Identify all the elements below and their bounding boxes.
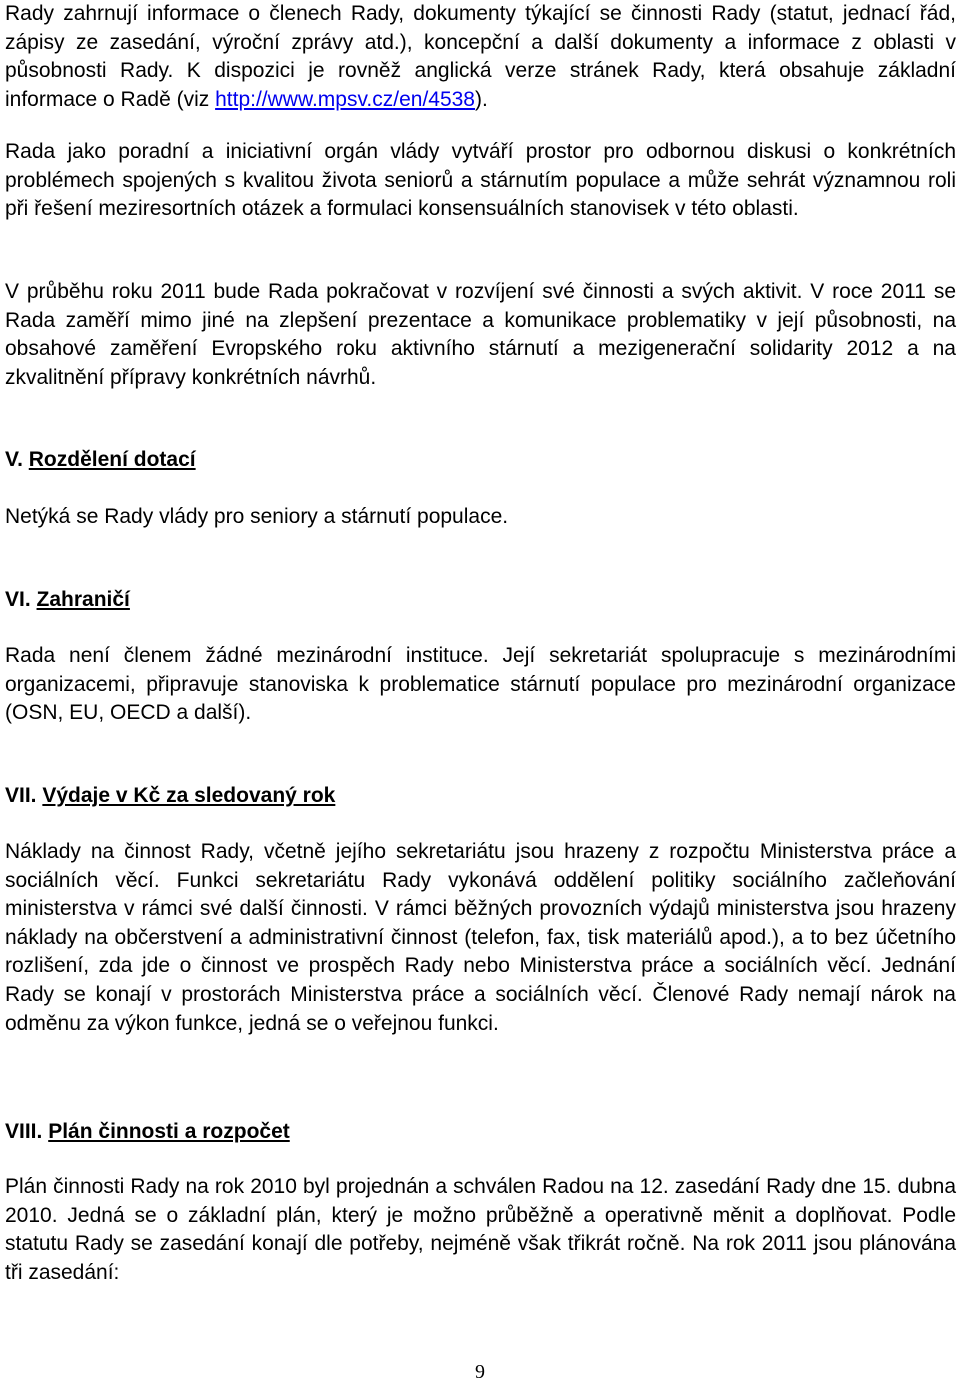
section-heading-v (5, 446, 196, 475)
paragraph-web-info (5, 0, 956, 114)
section-number-vi: VI. (5, 588, 31, 611)
paragraph-web-info-text: Rady zahrnují informace o členech Rady, dokumenty týkající se činnosti Rady (statut, jednací řád, zápisy ze zasedání, výroční zprávy atd.), koncepční a další dokumenty a informace z oblasti v působnosti Rady. K dispozici je rovněž anglická verze stránek Rady, která obsahuje základní informace o Radě (viz (5, 2, 956, 111)
section-number-vii: VII. (5, 784, 37, 807)
section-title-viii: Plán činnosti a rozpočet (48, 1120, 290, 1143)
section-heading-vi (5, 586, 130, 615)
mpsv-english-link[interactable]: http://www.mpsv.cz/en/4538 (215, 87, 475, 111)
section-body-vi: Rada není členem žádné mezinárodní instituce. Její sekretariát spolupracuje s mezinárodními organizacemi, připravuje stanoviska k problematice stárnutí populace pro mezinárodní organizace (OSN, EU, OECD a další). (5, 644, 956, 725)
page-number: 9 (475, 1361, 485, 1383)
section-title-v: Rozdělení dotací (28, 448, 196, 471)
paragraph-web-info-end: ). (475, 87, 488, 111)
paragraph-council-role: Rada jako poradní a iniciativní orgán vlády vytváří prostor pro odbornou diskusi o konkrétních problémech spojených s kvalitou života seniorů a stárnutím populace a může sehrát významnou roli při řešení meziresortních otázek a formulaci konsensuálních stanovisek v této oblasti. (5, 140, 956, 221)
section-heading-viii (5, 1118, 290, 1147)
section-body-v: Netýká se Rady vlády pro seniory a stárnutí populace. (5, 505, 509, 528)
paragraph-plans-2011: V průběhu roku 2011 bude Rada pokračovat v rozvíjení své činnosti a svých aktivit. V roce 2011 se Rada zaměří mimo jiné na zlepšení prezentace a komunikace problematiky v její působnosti, na obsahové zaměření Evropského roku aktivního stárnutí a mezigenerační solidarity 2012 a na zkvalitnění přípravy konkrétních návrhů. (5, 280, 956, 389)
section-body-vii: Náklady na činnost Rady, včetně jejího sekretariátu jsou hrazeny z rozpočtu Ministerstva práce a sociálních věcí. Funkci sekretariátu Rady vykonává oddělení politiky sociálního začleňování ministerstva v rámci své další činnosti. V rámci běžných provozních výdajů ministerstva jsou hrazeny náklady na občerstvení a administrativní činnost (telefon, fax, tisk materiálů apod.), a to bez účetního rozlišení, zda jde o činnost ve prospěch Rady nebo Ministerstva práce a sociálních věcí. Jednání Rady se konají v prostorách Ministerstva práce a sociálních věcí. Členové Rady nemají nárok na odměnu za výkon funkce, jedná se o veřejnou funkci. (5, 840, 956, 1035)
section-heading-vii (5, 782, 335, 811)
section-number-viii: VIII. (5, 1120, 43, 1143)
section-number-v: V. (5, 448, 23, 471)
section-title-vi: Zahraničí (36, 588, 130, 611)
section-title-vii: Výdaje v Kč za sledovaný rok (42, 784, 336, 807)
section-body-viii: Plán činnosti Rady na rok 2010 byl projednán a schválen Radou na 12. zasedání Rady dne 15. dubna 2010. Jedná se o základní plán, který je možno průběžně a operativně měnit a doplňovat. Podle statutu Rady se zasedání konají dle potřeby, nejméně však třikrát ročně. Na rok 2011 jsou plánována tři zasedání: (5, 1175, 956, 1284)
